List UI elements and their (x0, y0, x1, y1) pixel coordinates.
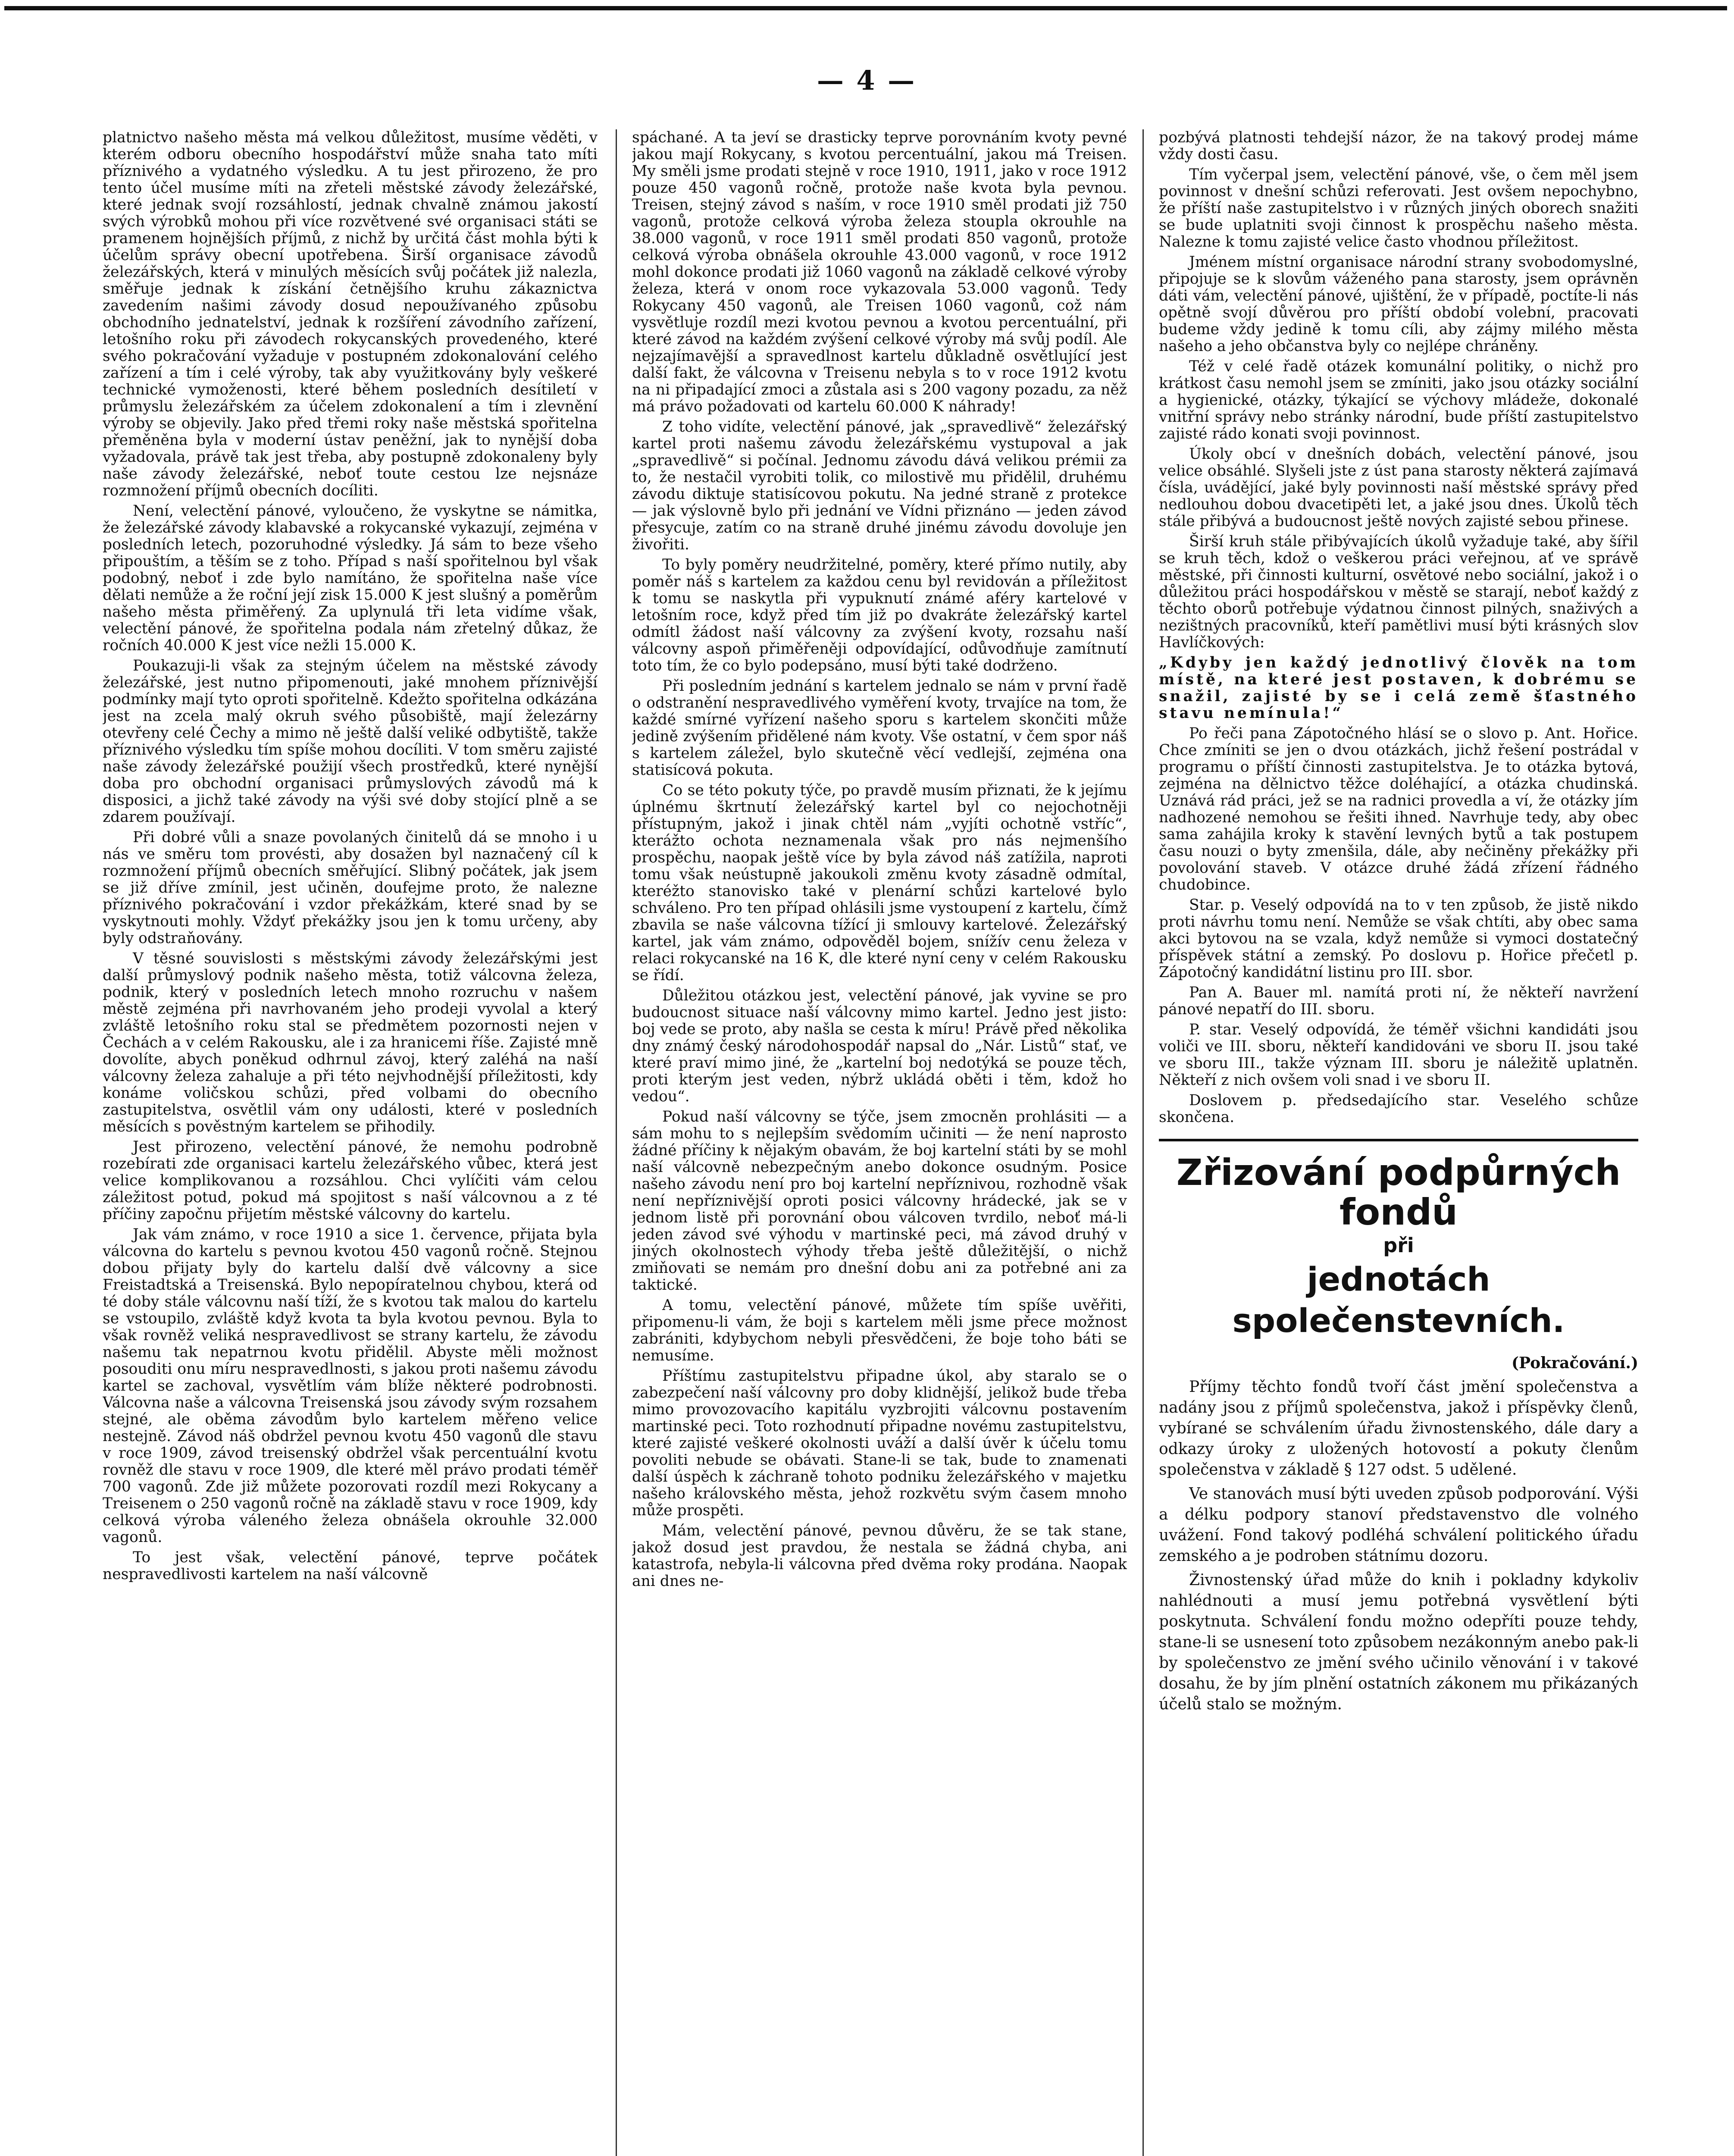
page-number: — 4 — (817, 65, 917, 96)
column-1 (103, 129, 598, 2156)
paragraph: Jest přirozeno, velectění pánové, že nemohu podrobně rozebírati zde organisaci kartelu železářského vůbec, která jest velice komplikovanou a rozsáhlou. Chci vylíčiti vám celou záležitost potud, pokud má spojitost s naší válcovnou a z té příčiny započnu přijetím městské válcovny do kartelu. (103, 1138, 598, 1223)
paragraph: „Kdyby jen každý jednotlivý člověk na tom místě, na které jest postaven, k dobrému se snažil, zajisté by se i celá země šťastného stavu nemínula!“ (1159, 654, 1638, 722)
paragraph: Ve stanovách musí býti uveden způsob podporování. Výši a délku podpory stanoví představenstvo dle volného uvážení. Fond takový podléhá schválení politického úřadu zemského a je podroben státnímu dozoru. (1159, 1485, 1638, 1565)
paragraph: To byly poměry neudržitelné, poměry, které přímo nutily, aby poměr náš s kartelem za každou cenu byl revidován a příležitost k tomu se naskytla při vypuknutí známé aféry kartelové v letošním roce, když před tím již po dvakráte železářský kartel odmítl žádost naší válcovny za zvýšení kvoty, rozsahu naší válcovny aspoň přiměřeněji odpovídající, odůvodňuje zamítnutí toto tím, že co bylo podepsáno, musí býti také dodrženo. (632, 556, 1127, 674)
continuation-note: (Pokračování.) (1512, 1354, 1638, 1372)
paragraph: Příjmy těchto fondů tvoří část jmění společenstva a nadány jsou z příjmů společenstva, jakož i příspěvky členů, vybírané se schválením úřadu živnostenského, dále dary a odkazy úroky z uložených hotovostí a pokuty členům společenstva v základě § 127 odst. 5 udělené. (1159, 1378, 1638, 1479)
article-body (1159, 1377, 1638, 1715)
paragraph: Po řeči pana Zápotočného hlásí se o slovo p. Ant. Hořice. Chce zmíniti se jen o dvou otázkách, jichž řešení postrádal v programu o příští činnosti zastupitelstva. Je to otázka bytová, zejména na dělnictvo těžce doléhající, a otázka chudinská. Uznává rád práci, jež se na radnici provedla a ví, že otázky jím nadhozené nemohou se řešiti ihned. Navrhuje tedy, aby obec sama zahájila kroky k stavění levných bytů a tak postupem času nouzi o byty zmenšila, dále, aby nečiněny překážky při povolování staveb. V otázce druhé žádá zřízení řádného chudobince. (1159, 725, 1638, 893)
paragraph: Při dobré vůli a snaze povolaných činitelů dá se mnoho i u nás ve směru tom provésti, aby dosažen byl naznačený cíl k rozmnožení příjmů obecních směřující. Slibný počátek, jak jsem se již dříve zmínil, jest učiněn, doufejme proto, že nalezne příznivého pokračování i vzdor překážkám, které snad by se vyskytnouti mohly. Vždyť překážky jsou jen k tomu určeny, aby byly odstraňovány. (103, 829, 598, 947)
paragraph: Živnostenský úřad může do knih i pokladny kdykoliv nahlédnouti a musí jemu potřebná vysvětlení býti poskytnuta. Schválení fondu možno odepříti pouze tehdy, stane-li se usnesení toto způsobem nezákonným anebo pak-li by společenstvo ze jmění svého učinilo věnování i v takové dosahu, že by jím plnění ostatních zákonem mu přikázaných účelů stalo se možným. (1159, 1571, 1638, 1713)
column-2 (632, 129, 1127, 2156)
paragraph: Poukazuji-li však za stejným účelem na městské závody železářské, jest nutno připomenouti, jaké mnohem příznivější podmínky mají tyto oproti spořitelně. Kdežto spořitelna odkázána jest na zcela malý okruh svého působiště, mají železárny otevřeny celé Čechy a mimo ně ještě další veliké odbytiště, takže příznivého výsledku tím spíše mohou docíliti. V tom směru zajisté naše závody železářské použijí všech prostředků, které nynější doba pro obchodní organisaci průmyslových závodů má k disposici, a jichž také závody na výši své doby stojící plně a se zdarem používají. (103, 657, 598, 826)
column-3 (1159, 129, 1638, 2156)
paragraph: Úkoly obcí v dnešních dobách, velectění pánové, jsou velice obsáhlé. Slyšeli jste z úst pana starosty některá zajímavá čísla, uvádějící, jaké byly povinnosti naší městské správy před nedlouhou dobou dvacetipěti let, a jaké jsou dnes. Úkolů těch stále přibývá a budoucnost ještě nových zajisté sebou přinese. (1159, 445, 1638, 530)
paragraph: Jak vám známo, v roce 1910 a sice 1. července, přijata byla válcovna do kartelu s pevnou kvotou 450 vagonů ročně. Stejnou dobou přijaty byly do kartelu další dvě válcovny a sice Freistadtská a Treisenská. Bylo nepopíratelnou chybou, která od té doby stále válcovnu naší tíží, že s kvotou tak malou do kartelu se vstoupilo, zvláště když kvota ta byla kvotou pevnou. Byla to však rovněž veliká nespravedlivost se strany kartelu, že závodu našemu tak nepatrnou kvotu přidělil. Abyste měli možnost posouditi onu míru nespravedlnosti, s jakou proti našemu závodu kartel se zachoval, vysvětlím vám blíže některé podrobnosti. Válcovna naše a válcovna Treisenská jsou závody svým rozsahem stejné, ale oběma závodům bylo kartelem měřeno velice nestejně. Závod náš obdržel pevnou kvotu 450 vagonů dle stavu v roce 1909, závod treisenský obdržel však percentuální kvotu rovněž dle stavu v roce 1909, dle které měl právo prodati téměř 700 vagonů. Zde již můžete pozorovati rozdíl mezi Rokycany a Treisenem o 250 vagonů ročně na základě stavu v roce 1909, kdy celková výroba váleného železa obnášela okrouhle 32.000 vagonů. (103, 1226, 598, 1546)
column-divider (1142, 129, 1144, 2156)
article-headline-connector: při (1383, 1234, 1414, 1257)
paragraph: pozbývá platnosti tehdejší názor, že na takový prodej máme vždy dosti času. (1159, 129, 1638, 163)
paragraph: Doslovem p. předsedajícího star. Veselého schůze skončena. (1159, 1092, 1638, 1126)
section-divider (1159, 1139, 1638, 1141)
column-divider (616, 129, 617, 2156)
paragraph: platnictvo našeho města má velkou důležitost, musíme věděti, v kterém odboru obecního hospodářství může snaha tato míti příznivého a vydatného výsledku. A tu jest přirozeno, že pro tento účel musíme míti na zřeteli městské závody železářské, které jednak svojí rozsáhlostí, jednak chvalně známou jakostí svých výrobků mohou při více rozvětvené své organisaci státi se pramenem hojnějších příjmů, z nichž by určitá část mohla býti k účelům správy obecní upotřebena. Širší organisace závodů železářských, která v minulých měsících svůj počátek již nalezla, směřuje jednak k získání četnějšího kruhu zákaznictva zavedením našimi závody dosud nepoužívaného způsobu obchodního jednatelství, jednak k rozšíření závodního zařízení, letošního roku při závodech rokycanských provedeného, které svého pokračování vyžaduje v postupném zdokonalování celého zařízení a tím i celé výroby, tak aby využitkovány byly veškeré technické vymoženosti, které během posledních desítiletí v průmyslu železářském za účelem zdokonalení a tím i zlevnění výroby se objevily. Jako před třemi roky naše městská spořitelna přeměněna byla v moderní ústav peněžní, jak to nynější doba vyžadovala, právě tak jest třeba, aby postupně zdokonaleny byly naše závody železářské, neboť toute cestou lze nejsnáze rozmnožení příjmů obecních docíliti. (103, 129, 598, 499)
paragraph: V těsné souvislosti s městskými závody železářskými jest další průmyslový podnik našeho města, totiž válcovna železa, podnik, který v posledních letech mnoho rozruchu v našem městě zejména při navrhovaném jeho prodeji vyvolal a který zvláště letošního roku stal se předmětem pozornosti nejen v Čechách a v celém Rakousku, ale i za hranicemi říše. Zajisté mně dovolíte, abych poněkud odhrnul závoj, který zaléhá na naší válcovny železa zahaluje a při této nejvhodnější příležitosti, kdy konáme voličskou schůzi, před volbami do obecního zastupitelstva, osvětlil vám ony události, které v posledních měsících s pověstným kartelem se přihodily. (103, 950, 598, 1135)
paragraph: spáchané. A ta jeví se drasticky teprve porovnáním kvoty pevné jakou mají Rokycany, s kvotou percentuální, jakou má Treisen. My směli jsme prodati stejně v roce 1910, 1911, jako v roce 1912 pouze 450 vagonů ročně, protože naše kvota byla pevnou. Treisen, stejný závod s naším, v roce 1910 směl prodati již 750 vagonů, protože celková výroba železa stoupla okrouhle na 38.000 vagonů, v roce 1911 směl prodati 850 vagonů, protože celková výroba obnášela okrouhle 43.000 vagonů, v roce 1912 mohl dokonce prodati již 1060 vagonů na základě celkové výroby železa, která v onom roce vykazovala 53.000 vagonů. Tedy Rokycany 450 vagonů, ale Treisen 1060 vagonů, což nám vysvětluje rozdíl mezi kvotou pevnou a kvotou percentuální, při které závod na každém zvýšení celkové výroby má svůj podíl. Ale nejzajímavější a spravedlnost kartelu důkladně osvětlující jest další fakt, že válcovna v Treisenu nebyla s to v roce 1912 kvotu na ni připadající zmoci a zůstala asi s 200 vagony pozadu, za něž má právo požadovati od kartelu 60.000 K náhrady! (632, 129, 1127, 415)
paragraph: Pan A. Bauer ml. namítá proti ní, že někteří navržení pánové nepatří do III. sboru. (1159, 984, 1638, 1018)
paragraph: Důležitou otázkou jest, velectění pánové, jak vyvine se pro budoucnost situace naší válcovny mimo kartel. Jedno jest jisto: boj vede se proto, aby našla se cesta k míru! Právě před několika dny známý český národohospodář napsal do „Nár. Listů“ stať, ve které praví mimo jiné, že „kartelní boj nedotýká se pouze těch, proti kterým jest veden, nýbrž ukládá oběti i těm, kdož ho vedou“. (632, 987, 1127, 1105)
paragraph: Též v celé řadě otázek komunální politiky, o nichž pro krátkost času nemohl jsem se zmíniti, jako jsou otázky sociální a hygienické, otázky, týkající se výchovy mládeže, dokonalé vnitřní správy nebo stránky národní, bude příští zastupitelstvo zajisté rádo konati svoji povinnost. (1159, 358, 1638, 442)
paragraph: Příštímu zastupitelstvu připadne úkol, aby staralo se o zabezpečení naší válcovny pro doby klidnější, jelikož bude třeba mimo provozovacího kapitálu vyzbrojiti válcovnu postavením martinské peci. Toto rozhodnutí připadne novému zastupitelstvu, které zajisté veškeré okolnosti uváží a další úvěr k účelu tomu povoliti nebude se obávati. Stane-li se tak, bude to znamenati další úspěch k záchraně tohoto podniku železářského v majetku našeho královského města, jehož rozkvětu svým časem mnoho může prospěti. (632, 1367, 1127, 1519)
article-headline: Zřizování podpůrných fondů (1176, 1151, 1621, 1233)
paragraph: Jménem místní organisace národní strany svobodomyslné, připojuje se k slovům váženého pana starosty, jsem oprávněn dáti vám, velectění pánové, ujištění, že v případě, poctíte-li nás opětně svojí důvěrou pro příští období volební, pracovati budeme vždy jedině k tomu cíli, aby zájmy milého města našeho a jeho občanstva byly co nejlépe chráněny. (1159, 254, 1638, 355)
paragraph: A tomu, velectění pánové, můžete tím spíše uvěřiti, připomenu-li vám, že boji s kartelem měli jsme přece možnost zabrániti, kdybychom nebyli přesvědčeni, že boje toho báti se nemusíme. (632, 1297, 1127, 1364)
paragraph: Pokud naší válcovny se týče, jsem zmocněn prohlásiti — a sám mohu to s nejlepším svědomím učiniti — že není naprosto žádné příčiny k nějakým obavám, že boj kartelní státi by se mohl naší válcovně nebezpečným anebo dokonce osudným. Posice našeho závodu není pro boj kartelní nepříznivou, rozhodně však není nepříznivější oproti posici válcovny hrádecké, jak se v jednom listě při porovnání obou válcoven tvrdilo, neboť má-li jeden závod své výhodu v martinské peci, má závod druhý v jiných okolnostech výhody třeba ještě důležitější, o nichž zmiňovati se nemám pro dnešní dobu ani za potřebné ani za taktické. (632, 1108, 1127, 1294)
paragraph: Mám, velectění pánové, pevnou důvěru, že se tak stane, jakož dosud jest pravdou, že nestala se žádná chyba, ani katastrofa, nebyla-li válcovna před dvěma roky prodána. Naopak ani dnes ne- (632, 1522, 1127, 1590)
paragraph: P. star. Veselý odpovídá, že téměř všichni kandidáti jsou voliči ve III. sboru, někteří kandidováni ve sboru II. jsou také ve sboru III., takže význam III. sboru je náležitě uplatněn. Někteří z nich ovšem voli snad i ve sboru II. (1159, 1021, 1638, 1089)
article-fondy (1159, 1153, 1638, 1715)
paragraph: Není, velectění pánové, vyloučeno, že vyskytne se námitka, že železářské závody klabavské a rokycanské vykazují, zejména v posledních letech, pozoruhodné výsledky. Já sám to beze všeho připouštím, a těším se z toho. Případ s naší spořitelnou byl však podobný, neboť i zde bylo namítáno, že spořitelna naše více dělati nemůže a že roční její zisk 15.000 K jest slušný a poměrům našeho města přiměřený. Za uplynulá tři leta vidíme však, velectění pánové, že spořitelna podala nám zřetelný důkaz, že ročních 40.000 K jest více nežli 15.000 K. (103, 502, 598, 654)
paragraph: Z toho vidíte, velectění pánové, jak „spravedlivě“ železářský kartel proti našemu závodu železářskému vystupoval a jak „spravedlivě“ si počínal. Jednomu závodu dává velikou prémii za to, že nestačil vyrobiti tolik, co milostivě mu přidělil, druhému závodu diktuje statisícovou pokutu. Na jedné straně z protekce — jak výslovně bylo při jednání ve Vídni přiznáno — jeden závod přesycuje, zatím co na straně druhé jinému závodu dovoluje jen živořiti. (632, 418, 1127, 553)
article-headline-line2: jednotách společenstevních. (1232, 1260, 1565, 1340)
paragraph: Širší kruh stále přibývajících úkolů vyžaduje také, aby šířil se kruh těch, kdož o veškerou práci veřejnou, ať ve správě městské, při činnosti kulturní, osvětové nebo sociální, jakož i o důležitou práci hospodářskou v městě se starají, neboť každý z těchto oborů potřebuje výdatnou činnost pilných, snaživých a nezištných pracovníků, kteří pamětlivi musí býti krásných slov Havlíčkových: (1159, 533, 1638, 651)
paragraph: Star. p. Veselý odpovídá na to v ten způsob, že jistě nikdo proti návrhu tomu není. Nemůže se však chtíti, aby obec sama akci bytovou na se vzala, když nemůže si vymoci dostatečný příspěvek státní a zemský. Po doslovu p. Hořice přečetl p. Zápotočný kandidátní listinu pro III. sbor. (1159, 896, 1638, 981)
paragraph: To jest však, velectění pánové, teprve počátek nespravedlivosti kartelem na naší válcovně (103, 1549, 598, 1583)
column-3-body (1159, 129, 1638, 1126)
paragraph: Při posledním jednání s kartelem jednalo se nám v první řadě o odstranění nespravedlivého vyměření kvoty, trvajíce na tom, že každé smírné vyřízení našeho sporu s kartelem skončiti může jedině zvýšením přidělené nám kvoty. Vše ostatní, v čem spor náš s kartelem záležel, bylo skutečně věcí vedlejší, zejména ona statisícová pokuta. (632, 677, 1127, 779)
paragraph: Tím vyčerpal jsem, velectění pánové, vše, o čem měl jsem povinnost v dnešní schůzi referovati. Jest ovšem nepochybno, že příští naše zastupitelstvo i v různých jiných oborech snažiti se bude uplatniti svoji činnost k prospěchu našeho města. Nalezne k tomu zajisté velice často vhodnou příležitost. (1159, 166, 1638, 251)
paragraph: Co se této pokuty týče, po pravdě musím přiznati, že k jejímu úplnému škrtnutí železářský kartel byl co nejochotněji přístupným, jakož i jinak chtěl nám „vyjíti ochotně vstříc“, kterážto ochota neznamenala však pro nás nejmenšího prospěchu, naopak ještě více by byla závod náš zatížila, naproti tomu však neústupně jakoukoli změnu kvoty zásadně odmítal, kteréžto stanovisko také v plenární schůzi kartelové bylo schváleno. Pro ten případ ohlásili jsme vystoupení z kartelu, čímž zbavila se naše válcovna tížící ji smlouvy kartelové. Železářský kartel, jak vám známo, odpověděl bojem, snížív cenu železa v relaci rokycanské na 16 K, dle které nyní ceny v celém Rakousku se řídí. (632, 782, 1127, 984)
